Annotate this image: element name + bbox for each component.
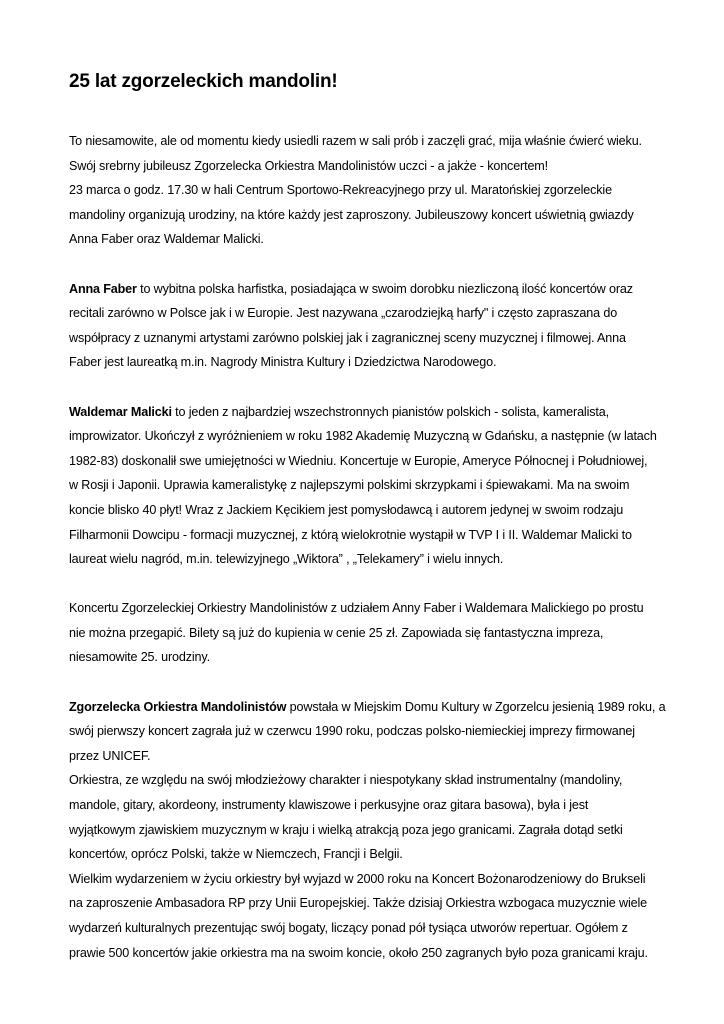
- text-line: koncertów, oprócz Polski, także w Niemczech, Francji i Belgii.: [69, 847, 403, 862]
- text-line: laureat wielu nagród, m.in. telewizyjnego „Wiktora” , „Telekamery” i wielu innych.: [69, 552, 504, 567]
- bold-name: Waldemar Malicki: [69, 404, 172, 419]
- paragraph-tickets: [69, 596, 659, 670]
- text-line: na zaproszenie Ambasadora RP przy Unii Europejskiej. Także dzisiaj Orkiestra wzbogaca muzycznie wiele: [69, 896, 647, 911]
- text-line: [69, 277, 659, 302]
- bold-name: Anna Faber: [69, 281, 137, 296]
- paragraph-waldemar-malicki: [69, 400, 659, 572]
- text-line: To niesamowite, ale od momentu kiedy usiedli razem w sali prób i zaczęli grać, mija właśnie ćwierć wieku.: [69, 134, 642, 148]
- text-line: [69, 695, 666, 720]
- text-line: improwizator. Ukończył z wyróżnieniem w roku 1982 Akademię Muzyczną w Gdańsku, a następnie (w latach: [69, 429, 657, 444]
- text-line: Anna Faber oraz Waldemar Malicki.: [69, 232, 264, 247]
- text-line: współpracy z uznanymi artystami zarówno polskiej jak i zagranicznej sceny muzycznej i filmowej. Anna: [69, 330, 626, 345]
- text-line: wyjątkowym zjawiskiem muzycznym w kraju i wielką atrakcją poza jego granicami. Zagrała dotąd setki: [69, 822, 623, 837]
- text-line: wydarzeń kulturalnych prezentując swój bogaty, liczący ponad pół tysiąca utworów repertuar. Ogółem z: [69, 921, 628, 935]
- text-line: Filharmonii Dowcipu - formacji muzycznej, z którą wielokrotnie wystąpił w TVP I i II. Waldemar Malicki to: [69, 527, 632, 542]
- text-line: recitali zarówno w Polsce jak i w Europie. Jest nazywana „czarodziejką harfy" i często zapraszana do: [69, 306, 618, 321]
- text-line: mandole, gitary, akordeony, instrumenty klawiszowe i perkusyjne oraz gitara basowa), była i jest: [69, 798, 589, 813]
- paragraph-intro: [69, 129, 659, 252]
- text-line: mandoliny organizują urodziny, na które każdy jest zaproszony. Jubileuszowy koncert uświetnią gwiazdy: [69, 207, 634, 222]
- text-line: swój pierwszy koncert zagrała już w czerwcu 1990 roku, podczas polsko-niemieckiej imprezy firmowanej: [69, 724, 635, 739]
- paragraph-orchestra: [69, 695, 666, 966]
- text-line: Faber jest laureatką m.in. Nagrody Ministra Kultury i Dziedzictwa Narodowego.: [69, 355, 497, 370]
- text-line: prawie 500 koncertów jakie orkiestra ma na swoim koncie, około 250 zagranych było poza granicami kraju.: [69, 945, 648, 960]
- text-line: [69, 400, 659, 425]
- text-line: niesamowite 25. urodziny.: [69, 650, 210, 665]
- line-rest: powstała w Miejskim Domu Kultury w Zgorzelcu jesienią 1989 roku, a: [286, 699, 666, 714]
- text-line: Swój srebrny jubileusz Zgorzelecka Orkiestra Mandolinistów uczci - a jakże - koncertem!: [69, 158, 548, 173]
- document-title: 25 lat zgorzeleckich mandolin!: [69, 71, 338, 92]
- text-line: nie można przegapić. Bilety są już do kupienia w cenie 25 zł. Zapowiada się fantastyczna impreza,: [69, 625, 604, 640]
- paragraph-anna-faber: [69, 277, 659, 375]
- text-line: w Rosji i Japonii. Uprawia kameralistykę z najlepszymi polskimi skrzypkami i śpiewakami. Ma na swoim: [69, 478, 630, 493]
- text-line: przez UNICEF.: [69, 748, 151, 763]
- line-rest: to wybitna polska harfistka, posiadająca w swoim dorobku niezliczoną ilość koncertów oraz: [136, 281, 633, 296]
- text-line: Koncertu Zgorzeleckiej Orkiestry Mandolinistów z udziałem Anny Faber i Waldemara Malickiego po prostu: [69, 601, 644, 616]
- line-rest: to jeden z najbardziej wszechstronnych pianistów polskich - solista, kameralista,: [171, 404, 609, 419]
- document-page: [69, 68, 666, 965]
- text-line: 1982-83) doskonalił swe umiejętności w Wiedniu. Koncertuje w Europie, Ameryce Północnej i Południowej,: [69, 453, 648, 468]
- bold-name: Zgorzelecka Orkiestra Mandolinistów: [69, 699, 287, 714]
- text-line: Orkiestra, ze względu na swój młodzieżowy charakter i niespotykany skład instrumentalny (mandoliny,: [69, 773, 623, 788]
- text-line: Wielkim wydarzeniem w życiu orkiestry był wyjazd w 2000 roku na Koncert Bożonarodzeniowy do Brukseli: [69, 871, 646, 886]
- text-line: koncie blisko 40 płyt! Wraz z Jackiem Kęcikiem jest pomysłodawcą i autorem jedynej w swoim rodzaju: [69, 502, 624, 517]
- text-line: 23 marca o godz. 17.30 w hali Centrum Sportowo-Rekreacyjnego przy ul. Maratońskiej zgorzeleckie: [69, 183, 612, 198]
